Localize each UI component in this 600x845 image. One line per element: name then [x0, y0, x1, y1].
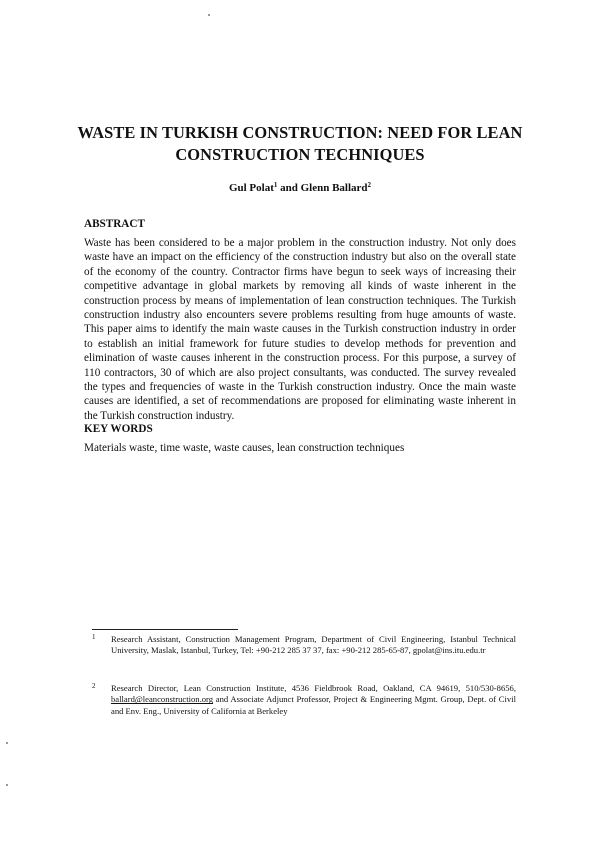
paper-title: WASTE IN TURKISH CONSTRUCTION: NEED FOR LEAN CONSTRUCTION TECHNIQUES — [77, 123, 523, 164]
author-line — [60, 181, 540, 194]
footnote-email-link[interactable]: ballard@leanconstruction.org — [111, 694, 214, 705]
footnote-mark: 2 — [92, 682, 96, 690]
footnote-text — [92, 683, 516, 717]
footnote-1 — [92, 634, 516, 657]
scan-speck — [6, 742, 8, 744]
abstract-heading: ABSTRACT — [84, 218, 145, 230]
author-mark: 2 — [367, 181, 372, 189]
footnote-body: Research Assistant, Construction Management Program, Department of Civil Engineering, Istanbul Technical University, Maslak, Istanbul, Turkey, Tel: +90-212 285 37 37, fax: +90-212 285-65-87, — [111, 634, 516, 656]
scan-speck — [208, 14, 210, 16]
footnote-divider — [92, 629, 238, 630]
author-name: Gul Polat — [228, 182, 274, 194]
footnote-body-cont: and Associate Adjunct Professor, Project & Engineering Mgmt. Group, Dept. of Civil and Env. Eng., University of California at Berkeley — [111, 694, 517, 716]
author-joiner: and — [280, 182, 298, 194]
footnote-email[interactable]: gpolat@ins.itu.edu.tr — [412, 645, 486, 656]
author-name: Glenn Ballard — [300, 182, 368, 194]
keywords-heading: KEY WORDS — [84, 423, 153, 435]
abstract-text: Waste has been considered to be a major problem in the construction industry. Not only does waste have an impact on the efficiency of the construction industry but also on the overall state of the economy of the country. Contractor firms have begun to seek ways of increasing their competitive advantage in global markets by removing all kinds of waste inherent in the construction process by means of implementation of lean construction techniques. The Turkish construction industry also encounters severe problems resulting from huge amounts of waste. This paper aims to identify the main waste causes in the Turkish construction industry in order to establish an initial framework for future studies to develop methods for prevention and elimination of waste causes inherent in the construction process. For this purpose, a survey of 110 contractors, 30 of which are also project consultants, was conducted. The survey revealed the types and frequencies of waste in the Turkish construction industry. Once the main waste causes are identified, a set of recommendations are proposed for eliminating waste inherent in the Turkish construction industry. — [84, 237, 516, 422]
footnote-mark: 1 — [92, 633, 96, 641]
footnote-body: Research Director, Lean Construction Institute, 4536 Fieldbrook Road, Oakland, CA 94619, 510/530-8656, — [111, 683, 516, 693]
scan-speck — [6, 784, 8, 786]
footnote-text — [92, 634, 516, 657]
keywords-text: Materials waste, time waste, waste causes, lean construction techniques — [84, 442, 405, 454]
footnote-2 — [92, 683, 516, 717]
author-mark: 1 — [273, 181, 278, 189]
